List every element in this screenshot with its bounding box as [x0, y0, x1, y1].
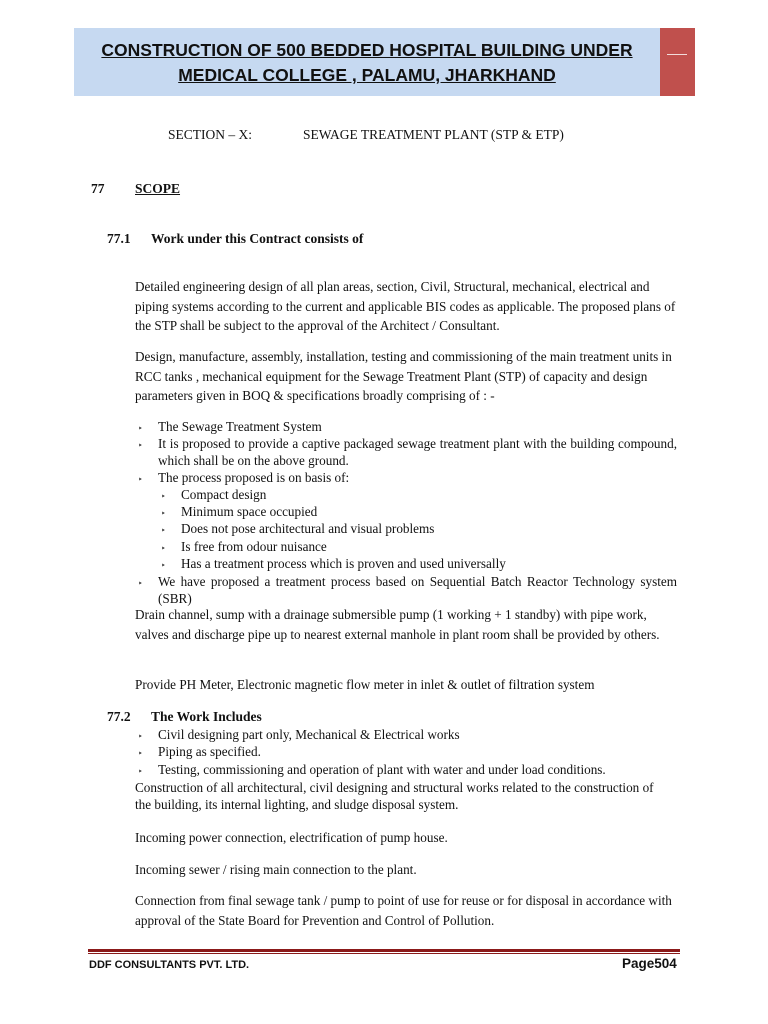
footer-rule-thick: [88, 949, 680, 952]
scope-number: 77: [91, 181, 105, 196]
section-label: SECTION – X:: [168, 127, 252, 142]
small-arrow-bullet-icon: ‣: [161, 492, 166, 501]
page-number: 504: [654, 956, 677, 971]
title-line-1: CONSTRUCTION OF 500 BEDDED HOSPITAL BUILDING UNDER: [101, 40, 633, 60]
paragraph-construction: Construction of all architectural, civil designing and structural works related to the construction of the building, its internal lighting, and sludge disposal system.: [135, 780, 654, 812]
small-arrow-bullet-icon: ‣: [138, 732, 143, 741]
paragraph-power-connection: Incoming power connection, electrification of pump house.: [135, 830, 448, 845]
subsection-number-771: 77.1: [107, 231, 131, 246]
section-title: SEWAGE TREATMENT PLANT (STP & ETP): [303, 127, 564, 142]
small-arrow-bullet-icon: ‣: [161, 509, 166, 518]
sub-bullet-item: Compact design: [181, 487, 267, 502]
small-arrow-bullet-icon: ‣: [138, 767, 143, 776]
paragraph-engineering-design: Detailed engineering design of all plan areas, section, Civil, Structural, mechanical, electrical and piping systems according to the current and applicable BIS codes as applicable. The proposed plans of the STP shall be subject to the approval of the Architect / Consultant.: [135, 279, 676, 333]
bullet-item: It is proposed to provide a captive packaged sewage treatment plant with the building compound, which shall be on the above ground.: [158, 436, 677, 468]
small-arrow-bullet-icon: ‣: [161, 544, 166, 553]
paragraph-sewer-connection: Incoming sewer / rising main connection to the plant.: [135, 862, 417, 877]
document-title: [74, 38, 660, 88]
sub-bullet-item: Does not pose architectural and visual problems: [181, 521, 435, 536]
subsection-number-772: 77.2: [107, 709, 131, 724]
small-arrow-bullet-icon: ‣: [138, 441, 143, 450]
footer-rule-thin: [88, 953, 680, 954]
bullet-item: Testing, commissioning and operation of plant with water and under load conditions.: [158, 762, 606, 777]
bullet-item: The Sewage Treatment System: [158, 419, 322, 434]
scope-heading: SCOPE: [135, 181, 181, 196]
bullet-item: We have proposed a treatment process based on Sequential Batch Reactor Technology system (SBR): [158, 574, 677, 606]
bullet-item: Piping as specified.: [158, 744, 261, 759]
sub-bullet-item: Minimum space occupied: [181, 504, 318, 519]
paragraph-design-manufacture: Design, manufacture, assembly, installation, testing and commissioning of the main treatment units in RCC tanks , mechanical equipment for the Sewage Treatment Plant (STP) of capacity and design parameters given in BOQ & specifications broadly comprising of : -: [135, 349, 672, 403]
small-arrow-bullet-icon: ‣: [138, 749, 143, 758]
bullet-item: The process proposed is on basis of:: [158, 470, 350, 485]
footer-company: DDF CONSULTANTS PVT. LTD.: [89, 959, 250, 971]
paragraph-final-connection: Connection from final sewage tank / pump to point of use for reuse or for disposal in accordance with approval of the State Board for Prevention and Control of Pollution.: [135, 893, 672, 928]
footer-page-number: [622, 956, 677, 971]
sub-bullet-item: Is free from odour nuisance: [181, 539, 327, 554]
bullet-item: Civil designing part only, Mechanical & Electrical works: [158, 727, 460, 742]
small-arrow-bullet-icon: ‣: [138, 579, 143, 588]
small-arrow-bullet-icon: ‣: [161, 561, 166, 570]
paragraph-drain-channel: Drain channel, sump with a drainage submersible pump (1 working + 1 standby) with pipe work, valves and discharge pipe up to nearest external manhole in plant room shall be provided by others.: [135, 607, 660, 642]
sub-bullet-item: Has a treatment process which is proven and used universally: [181, 556, 506, 571]
small-arrow-bullet-icon: ‣: [161, 526, 166, 535]
subsection-heading-772: The Work Includes: [151, 709, 262, 724]
page-label: Page: [622, 956, 655, 971]
header-accent-block: [660, 28, 695, 96]
title-line-2: MEDICAL COLLEGE , PALAMU, JHARKHAND: [178, 65, 556, 85]
small-arrow-bullet-icon: ‣: [138, 475, 143, 484]
header-accent-line: [667, 54, 687, 55]
small-arrow-bullet-icon: ‣: [138, 424, 143, 433]
subsection-heading-771: Work under this Contract consists of: [151, 231, 364, 246]
paragraph-ph-meter: Provide PH Meter, Electronic magnetic flow meter in inlet & outlet of filtration system: [135, 677, 595, 692]
